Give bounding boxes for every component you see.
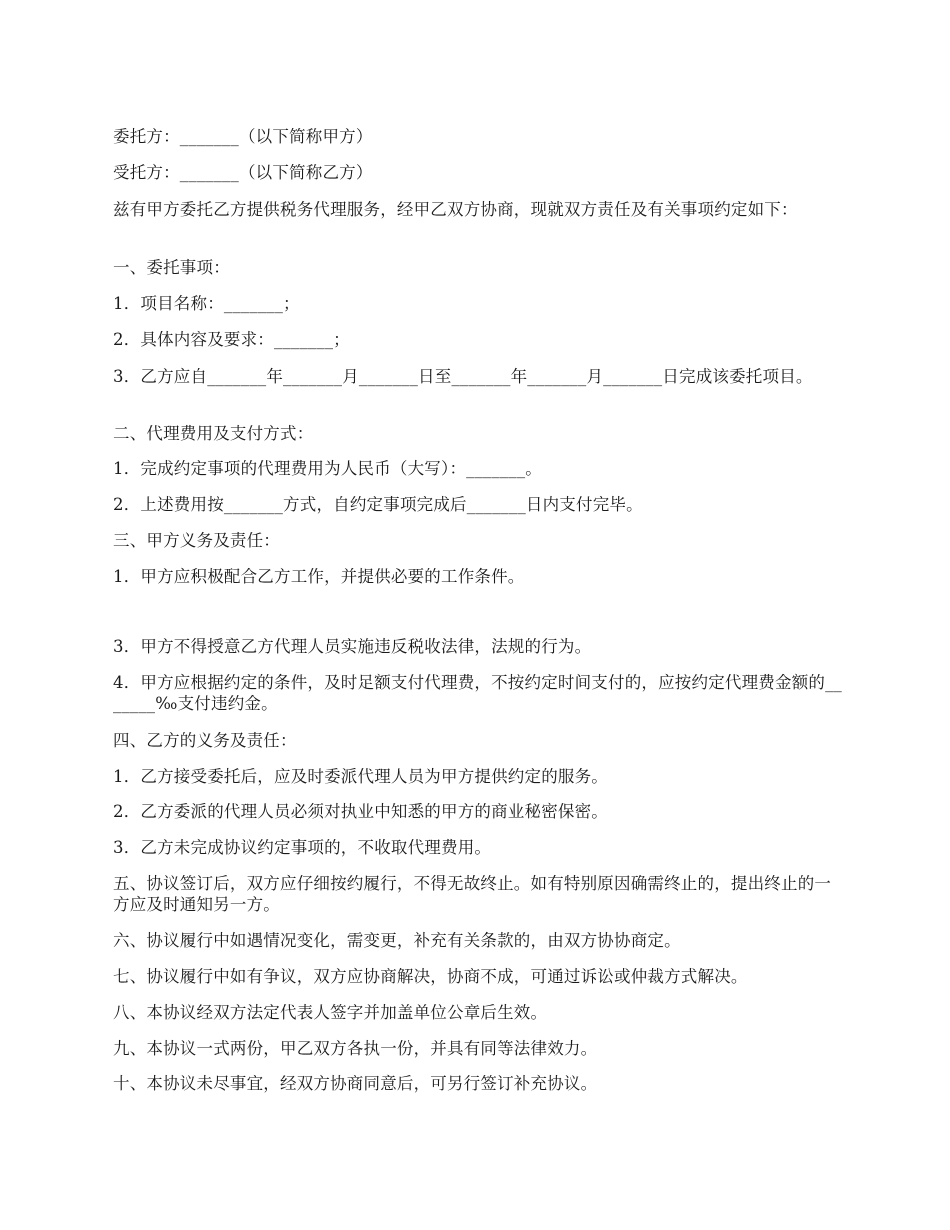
section-5-paragraph: 五、协议签订后，双方应仔细按约履行，不得无故终止。如有特别原因确需终止的，提出终止的一方应及时通知另一方。 xyxy=(113,874,832,914)
clause-3-4: 4．甲方应根据约定的条件，及时足额支付代理费，不按约定时间支付的，应按约定代理费金额的_______‰支付违约金。 xyxy=(113,673,842,713)
clause-2-2: 2．上述费用按_______方式，自约定事项完成后_______日内支付完毕。 xyxy=(113,495,643,514)
section-9-paragraph: 九、本协议一式两份，甲乙双方各执一份，并具有同等法律效力。 xyxy=(113,1039,598,1058)
section-heading-2: 二、代理费用及支付方式： xyxy=(113,424,314,443)
clause-3-1: 1．甲方应积极配合乙方工作，并提供必要的工作条件。 xyxy=(113,567,525,586)
section-8-paragraph: 八、本协议经双方法定代表人签字并加盖单位公章后生效。 xyxy=(113,1003,548,1022)
clause-3-3: 3．甲方不得授意乙方代理人员实施违反税收法律，法规的行为。 xyxy=(113,637,592,656)
clause-4-1: 1．乙方接受委托后，应及时委派代理人员为甲方提供约定的服务。 xyxy=(113,767,608,786)
clause-1-3: 3．乙方应自_______年_______月_______日至_______年_______月_______日完成该委托项目。 xyxy=(113,367,813,386)
preamble-paragraph: 兹有甲方委托乙方提供税务代理服务，经甲乙双方协商，现就双方责任及有关事项约定如下： xyxy=(113,200,798,219)
section-6-paragraph: 六、协议履行中如遇情况变化，需变更，补充有关条款的，由双方协协商定。 xyxy=(113,931,681,950)
section-heading-1: 一、委托事项： xyxy=(113,258,230,277)
section-heading-4: 四、乙方的义务及责任： xyxy=(113,731,297,750)
section-7-paragraph: 七、协议履行中如有争议，双方应协商解决，协商不成，可通过诉讼或仲裁方式解决。 xyxy=(113,967,748,986)
principal-line: 委托方：_______（以下简称甲方） xyxy=(113,127,373,146)
clause-4-3: 3．乙方未完成协议约定事项的，不收取代理费用。 xyxy=(113,838,492,857)
clause-1-2: 2．具体内容及要求：_______； xyxy=(113,330,350,349)
clause-4-2: 2．乙方委派的代理人员必须对执业中知悉的甲方的商业秘密保密。 xyxy=(113,802,608,821)
clause-2-1: 1．完成约定事项的代理费用为人民币（大写）：_______。 xyxy=(113,459,542,478)
clause-1-1: 1．项目名称：_______； xyxy=(113,294,300,313)
section-10-paragraph: 十、本协议未尽事宜，经双方协商同意后，可另行签订补充协议。 xyxy=(113,1074,598,1093)
section-heading-3: 三、甲方义务及责任： xyxy=(113,531,280,550)
agent-line: 受托方：_______（以下简称乙方） xyxy=(113,163,373,182)
